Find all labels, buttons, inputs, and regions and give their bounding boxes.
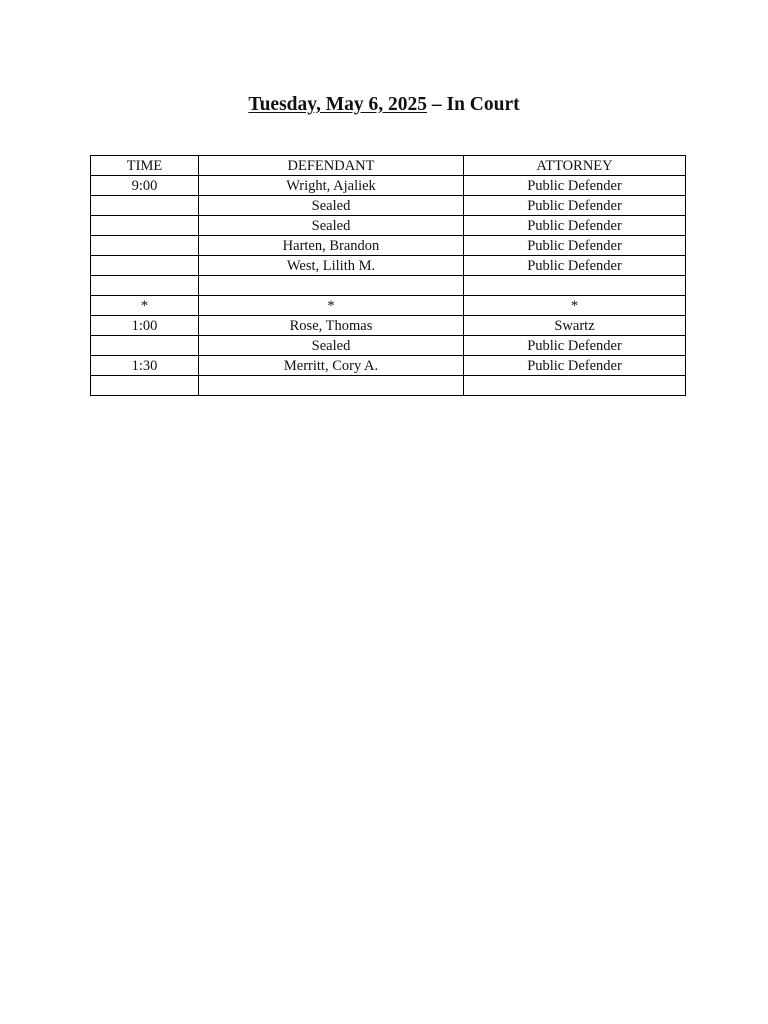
attorney-cell: Swartz xyxy=(464,316,686,336)
table-row xyxy=(91,256,686,276)
header-time: TIME xyxy=(91,156,199,176)
court-schedule-table xyxy=(90,155,686,396)
table-row xyxy=(91,236,686,256)
title-date: Tuesday, May 6, 2025 xyxy=(248,94,427,115)
table-row xyxy=(91,356,686,376)
attorney-cell: Public Defender xyxy=(464,236,686,256)
title-suffix: – In Court xyxy=(426,94,520,115)
defendant-cell: * xyxy=(199,296,464,316)
defendant-cell xyxy=(199,276,464,296)
table-row xyxy=(91,176,686,196)
attorney-cell xyxy=(464,276,686,296)
attorney-cell: Public Defender xyxy=(464,356,686,376)
table-row xyxy=(91,316,686,336)
table-row xyxy=(91,376,686,396)
time-cell: 1:30 xyxy=(91,356,199,376)
attorney-cell: Public Defender xyxy=(464,256,686,276)
attorney-cell: Public Defender xyxy=(464,216,686,236)
time-cell xyxy=(91,236,199,256)
time-cell: 9:00 xyxy=(91,176,199,196)
header-defendant: DEFENDANT xyxy=(199,156,464,176)
table-header-row xyxy=(91,156,686,176)
time-cell: * xyxy=(91,296,199,316)
time-cell: 1:00 xyxy=(91,316,199,336)
attorney-cell: Public Defender xyxy=(464,196,686,216)
time-cell xyxy=(91,336,199,356)
defendant-cell: Sealed xyxy=(199,196,464,216)
time-cell xyxy=(91,256,199,276)
header-attorney: ATTORNEY xyxy=(464,156,686,176)
time-cell xyxy=(91,196,199,216)
attorney-cell: Public Defender xyxy=(464,176,686,196)
table-row xyxy=(91,296,686,316)
time-cell xyxy=(91,276,199,296)
defendant-cell: Sealed xyxy=(199,336,464,356)
attorney-cell: Public Defender xyxy=(464,336,686,356)
defendant-cell: Wright, Ajaliek xyxy=(199,176,464,196)
defendant-cell: Sealed xyxy=(199,216,464,236)
table-row xyxy=(91,276,686,296)
table-row xyxy=(91,216,686,236)
table-row xyxy=(91,196,686,216)
attorney-cell xyxy=(464,376,686,396)
time-cell xyxy=(91,376,199,396)
defendant-cell: Rose, Thomas xyxy=(199,316,464,336)
page-title xyxy=(0,92,768,118)
defendant-cell: Harten, Brandon xyxy=(199,236,464,256)
attorney-cell: * xyxy=(464,296,686,316)
defendant-cell: Merritt, Cory A. xyxy=(199,356,464,376)
time-cell xyxy=(91,216,199,236)
defendant-cell xyxy=(199,376,464,396)
defendant-cell: West, Lilith M. xyxy=(199,256,464,276)
table-row xyxy=(91,336,686,356)
